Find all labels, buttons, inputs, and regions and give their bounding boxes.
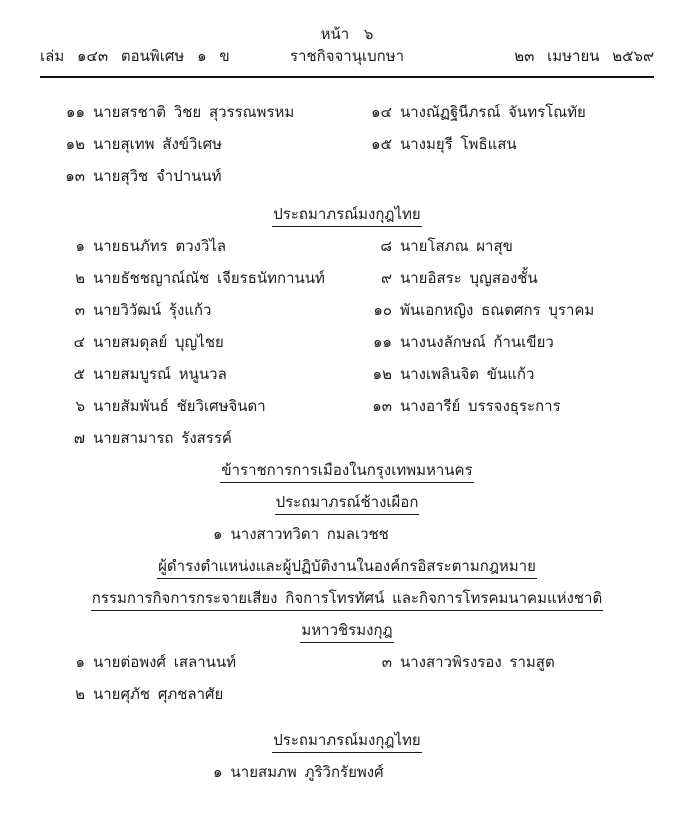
item-name: นางสาวพิรงรอง รามสูต bbox=[400, 653, 555, 671]
section-heading-prathomaporn-mongkut-thai-2 bbox=[40, 724, 654, 756]
item-number: ๓ bbox=[381, 653, 392, 671]
item-name: นายธนภัทร ตวงวิไล bbox=[93, 237, 227, 255]
header-rule bbox=[40, 76, 654, 78]
section-heading-text: ประถมาภรณ์มงกุฎไทย bbox=[272, 729, 421, 753]
item-number: ๔ bbox=[73, 333, 85, 351]
item-name: นายศุภัช ศุภชลาศัย bbox=[93, 685, 224, 703]
list-item bbox=[347, 326, 654, 358]
section-heading-text: ประถมาภรณ์มงกุฎไทย bbox=[272, 203, 421, 227]
section-heading-independent-org-officials bbox=[40, 550, 654, 582]
list-item bbox=[40, 422, 347, 454]
item-number: ๑๕ bbox=[371, 135, 392, 153]
list-item bbox=[40, 678, 347, 710]
masthead-row bbox=[40, 44, 654, 68]
item-number: ๕ bbox=[73, 365, 85, 383]
item-name: นางอารีย์ บรรจงธุระการ bbox=[400, 397, 561, 415]
list-item bbox=[347, 646, 654, 678]
section-heading-text: ข้าราชการการเมืองในกรุงเทพมหานคร bbox=[220, 459, 473, 483]
list-item bbox=[40, 294, 347, 326]
item-name: นายธัชชญาณ์ณัช เจียรธนัทกานนท์ bbox=[93, 269, 325, 287]
list-item bbox=[347, 262, 654, 294]
item-name: นายสุเทพ สังข์วิเศษ bbox=[93, 135, 222, 153]
section-heading-text: มหาวชิรมงกุฎ bbox=[300, 619, 393, 643]
item-number: ๙ bbox=[381, 269, 392, 287]
item-name: พันเอกหญิง ธณตศกร บุราคม bbox=[400, 301, 595, 319]
item-name: นายอิสระ บุญสองชั้น bbox=[400, 269, 538, 287]
item-number: ๑๓ bbox=[372, 397, 392, 415]
item-number: ๗ bbox=[73, 429, 85, 447]
item-name: นางมยุรี โพธิแสน bbox=[400, 135, 517, 153]
single-name-entry bbox=[40, 518, 654, 550]
list-item bbox=[40, 390, 347, 422]
page-number: หน้า ๖ bbox=[320, 25, 374, 43]
list-item bbox=[347, 294, 654, 326]
item-name: นายสามารถ รังสรรค์ bbox=[93, 429, 232, 447]
list-item bbox=[40, 96, 347, 128]
item-name: นายต่อพงศ์ เสลานนท์ bbox=[93, 653, 237, 671]
item-number: ๑๒ bbox=[65, 135, 85, 153]
name-list-right-column bbox=[347, 96, 654, 192]
list-item bbox=[347, 128, 654, 160]
item-number: ๑ bbox=[75, 237, 85, 255]
section-heading-text: กรรมการกิจการกระจายเสียง กิจการโทรทัศน์ และกิจการโทรคมนาคมแห่งชาติ bbox=[91, 587, 603, 611]
item-number: ๑๒ bbox=[372, 365, 392, 383]
item-name: นางนงลักษณ์ ก้านเขียว bbox=[400, 333, 554, 351]
item-number: ๑ bbox=[75, 653, 85, 671]
item-name: นายวิวัฒน์ รุ้งแก้ว bbox=[93, 301, 212, 319]
section-heading-maha-vajira-mongkut bbox=[40, 614, 654, 646]
list-item bbox=[40, 128, 347, 160]
item-name: นายโสภณ ผาสุข bbox=[400, 237, 513, 255]
name-list-left-column bbox=[40, 646, 347, 710]
volume-label: เล่ม ๑๔๓ ตอนพิเศษ ๑ ข bbox=[40, 47, 230, 65]
maha-vajira-mongkut-name-list bbox=[40, 646, 654, 710]
list-item bbox=[40, 326, 347, 358]
item-name: นางเพลินจิต ขันแก้ว bbox=[400, 365, 535, 383]
item-number: ๒ bbox=[75, 269, 85, 287]
item-name: นายสุวิช จำปานนท์ bbox=[93, 167, 222, 185]
section-heading-prathomaporn-mongkut-thai bbox=[40, 198, 654, 230]
section-heading-text: ผู้ดำรงตำแหน่งและผู้ปฏิบัติงานในองค์กรอิสระตามกฎหมาย bbox=[157, 555, 537, 579]
list-item bbox=[347, 96, 654, 128]
name-list-right-column bbox=[347, 230, 654, 454]
issue-date: ๒๓ เมษายน ๒๕๖๙ bbox=[514, 47, 654, 65]
item-number: ๑๓ bbox=[65, 167, 85, 185]
list-item bbox=[40, 358, 347, 390]
item-number: ๑ bbox=[213, 525, 223, 543]
list-item bbox=[347, 230, 654, 262]
item-number: ๑๔ bbox=[371, 103, 392, 121]
item-name: นางสาวทวิดา กมลเวชช bbox=[230, 525, 389, 543]
item-number: ๑๑ bbox=[65, 103, 85, 121]
section-heading-prathomaporn-chang-phueak bbox=[40, 486, 654, 518]
item-number: ๘ bbox=[380, 237, 392, 255]
prathomaporn-mongkut-thai-name-list bbox=[40, 230, 654, 454]
item-name: นางณัฏฐินีภรณ์ จันทรโณทัย bbox=[400, 103, 586, 121]
item-number: ๒ bbox=[75, 685, 85, 703]
section-heading-bangkok-political-officials bbox=[40, 454, 654, 486]
section-heading-nbtc-commissioners bbox=[40, 582, 654, 614]
item-name: นายสมบูรณ์ หนูนวล bbox=[93, 365, 227, 383]
name-list-right-column bbox=[347, 646, 654, 710]
name-list-left-column bbox=[40, 230, 347, 454]
item-number: ๖ bbox=[75, 397, 85, 415]
list-item bbox=[347, 358, 654, 390]
gazette-title: ราชกิจจานุเบกษา bbox=[289, 47, 405, 65]
name-list-left-column bbox=[40, 96, 347, 192]
item-number: ๑๐ bbox=[373, 301, 392, 319]
list-item bbox=[40, 230, 347, 262]
page-header bbox=[40, 24, 654, 78]
section-heading-text: ประถมาภรณ์ช้างเผือก bbox=[275, 491, 420, 515]
item-name: นายสมดุลย์ บุญไชย bbox=[93, 333, 224, 351]
item-name: นายสมภพ ภูริวิกรัยพงศ์ bbox=[230, 763, 384, 781]
list-item bbox=[347, 390, 654, 422]
list-item bbox=[40, 262, 347, 294]
list-item bbox=[40, 160, 347, 192]
item-number: ๓ bbox=[74, 301, 85, 319]
carryover-name-list bbox=[40, 96, 654, 192]
list-item bbox=[40, 646, 347, 678]
single-name-entry bbox=[40, 756, 654, 788]
item-number: ๑ bbox=[213, 763, 223, 781]
item-number: ๑๑ bbox=[372, 333, 392, 351]
item-name: นายสรชาติ วิชย สุวรรณพรหม bbox=[93, 103, 295, 121]
item-name: นายสัมพันธ์ ชัยวิเศษจินดา bbox=[93, 397, 266, 415]
